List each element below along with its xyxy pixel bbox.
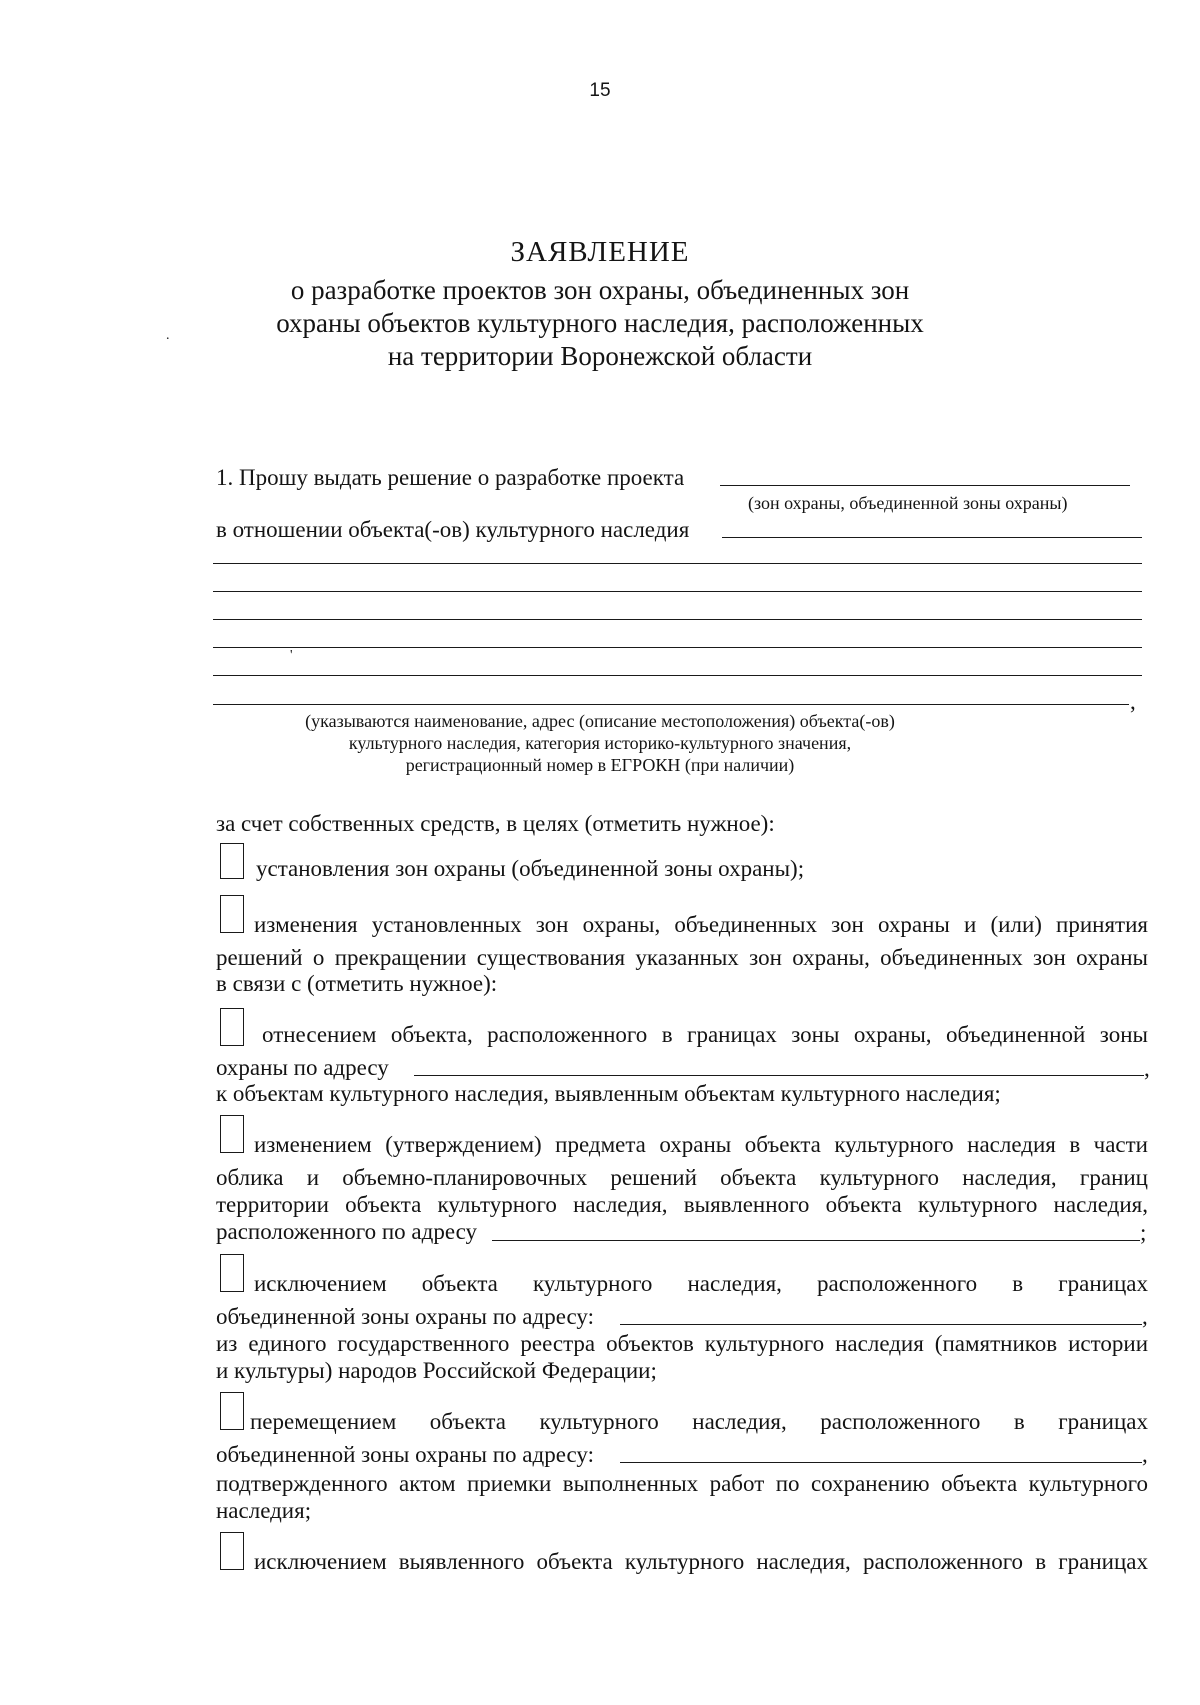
- option-5-checkbox[interactable]: [220, 1254, 244, 1292]
- object-field-line-6[interactable]: [213, 675, 1142, 676]
- subtitle-line-2: охраны объектов культурного наследия, расположенных: [276, 308, 924, 338]
- option-4-line-3: территории объекта культурного наследия, выявленного объекта культурного наследия,: [216, 1192, 1148, 1217]
- object-text: в отношении объекта(-ов) культурного наследия: [216, 517, 690, 542]
- project-type-field[interactable]: [720, 485, 1130, 486]
- document-title: ЗАЯВЛЕНИЕ: [510, 236, 690, 268]
- object-field-line-4[interactable]: [213, 619, 1142, 620]
- scan-mark: ': [290, 648, 293, 663]
- scan-mark: .: [166, 328, 170, 343]
- option-4-line-1: изменением (утверждением) предмета охраны объекта культурного наследия в части: [254, 1132, 1148, 1157]
- page-number: 15: [589, 80, 611, 101]
- object-field-line-5[interactable]: [213, 647, 1142, 648]
- option-4-address-field[interactable]: [492, 1240, 1140, 1241]
- option-4-line-4-prefix: расположенного по адресу: [216, 1219, 478, 1244]
- option-1-checkbox[interactable]: [220, 843, 244, 879]
- option-5-line-4: и культуры) народов Российской Федерации;: [216, 1358, 657, 1383]
- object-field-comma: ,: [1130, 689, 1136, 714]
- request-text: 1. Прошу выдать решение о разработке проекта: [216, 465, 685, 490]
- object-field-line-2[interactable]: [213, 563, 1142, 564]
- option-6-checkbox[interactable]: [220, 1392, 244, 1430]
- option-4-line-2: облика и объемно-планировочных решений объекта культурного наследия, границ: [216, 1165, 1148, 1190]
- option-6-line-2-prefix: объединенной зоны охраны по адресу:: [216, 1442, 594, 1467]
- purpose-intro: за счет собственных средств, в целях (отметить нужное):: [216, 811, 775, 836]
- subtitle-line-1: о разработке проектов зон охраны, объединенных зон: [290, 275, 910, 305]
- object-field-line-1[interactable]: [722, 537, 1142, 538]
- option-5-line-2-suffix: ,: [1142, 1304, 1148, 1329]
- option-3-address-field[interactable]: [414, 1075, 1144, 1076]
- object-hint: [0, 710, 1200, 776]
- object-hint-line-2: культурного наследия, категория историко-культурного значения,: [348, 733, 852, 753]
- option-2-line-3: в связи с (отметить нужное):: [216, 971, 498, 996]
- option-4-checkbox[interactable]: [220, 1115, 244, 1153]
- option-6-address-field[interactable]: [620, 1462, 1142, 1463]
- object-hint-line-1: (указываются наименование, адрес (описание местоположения) объекта(-ов): [305, 711, 895, 731]
- option-4-line-4-suffix: ;: [1140, 1220, 1147, 1245]
- object-field-line-7[interactable]: [213, 704, 1129, 705]
- option-5-address-field[interactable]: [620, 1324, 1142, 1325]
- title-block: [0, 234, 1200, 373]
- option-5-line-2-prefix: объединенной зоны охраны по адресу:: [216, 1304, 594, 1329]
- option-6-line-3: подтвержденного актом приемки выполненных работ по сохранению объекта культурного: [216, 1471, 1148, 1496]
- option-2-line-2: решений о прекращении существования указанных зон охраны, объединенных зон охраны: [216, 945, 1148, 970]
- subtitle-line-3: на территории Воронежской области: [387, 341, 813, 371]
- option-3-line-3: к объектам культурного наследия, выявленным объектам культурного наследия;: [216, 1081, 1001, 1106]
- option-7-line-1: исключением выявленного объекта культурного наследия, расположенного в границах: [254, 1549, 1148, 1574]
- option-1-text: установления зон охраны (объединенной зоны охраны);: [256, 856, 805, 881]
- option-3-line-2-prefix: охраны по адресу: [216, 1055, 389, 1080]
- option-2-line-1: изменения установленных зон охраны, объединенных зон охраны и (или) принятия: [254, 912, 1148, 937]
- option-5-line-1: исключением объекта культурного наследия, расположенного в границах: [254, 1271, 1148, 1296]
- option-6-line-2-suffix: ,: [1142, 1442, 1148, 1467]
- option-3-checkbox[interactable]: [220, 1008, 244, 1046]
- option-6-line-1: перемещением объекта культурного наследия, расположенного в границах: [250, 1409, 1148, 1434]
- project-type-hint: (зон охраны, объединенной зоны охраны): [748, 493, 1068, 513]
- option-6-line-4: наследия;: [216, 1498, 312, 1523]
- option-2-checkbox[interactable]: [220, 895, 244, 933]
- option-7-checkbox[interactable]: [220, 1532, 244, 1570]
- object-hint-line-3: регистрационный номер в ЕГРОКН (при наличии): [405, 755, 795, 775]
- option-3-line-2-suffix: ,: [1144, 1056, 1150, 1081]
- object-field-line-3[interactable]: [213, 591, 1142, 592]
- option-5-line-3: из единого государственного реестра объектов культурного наследия (памятников истории: [216, 1331, 1148, 1356]
- option-3-line-1: отнесением объекта, расположенного в границах зоны охраны, объединенной зоны: [262, 1022, 1148, 1047]
